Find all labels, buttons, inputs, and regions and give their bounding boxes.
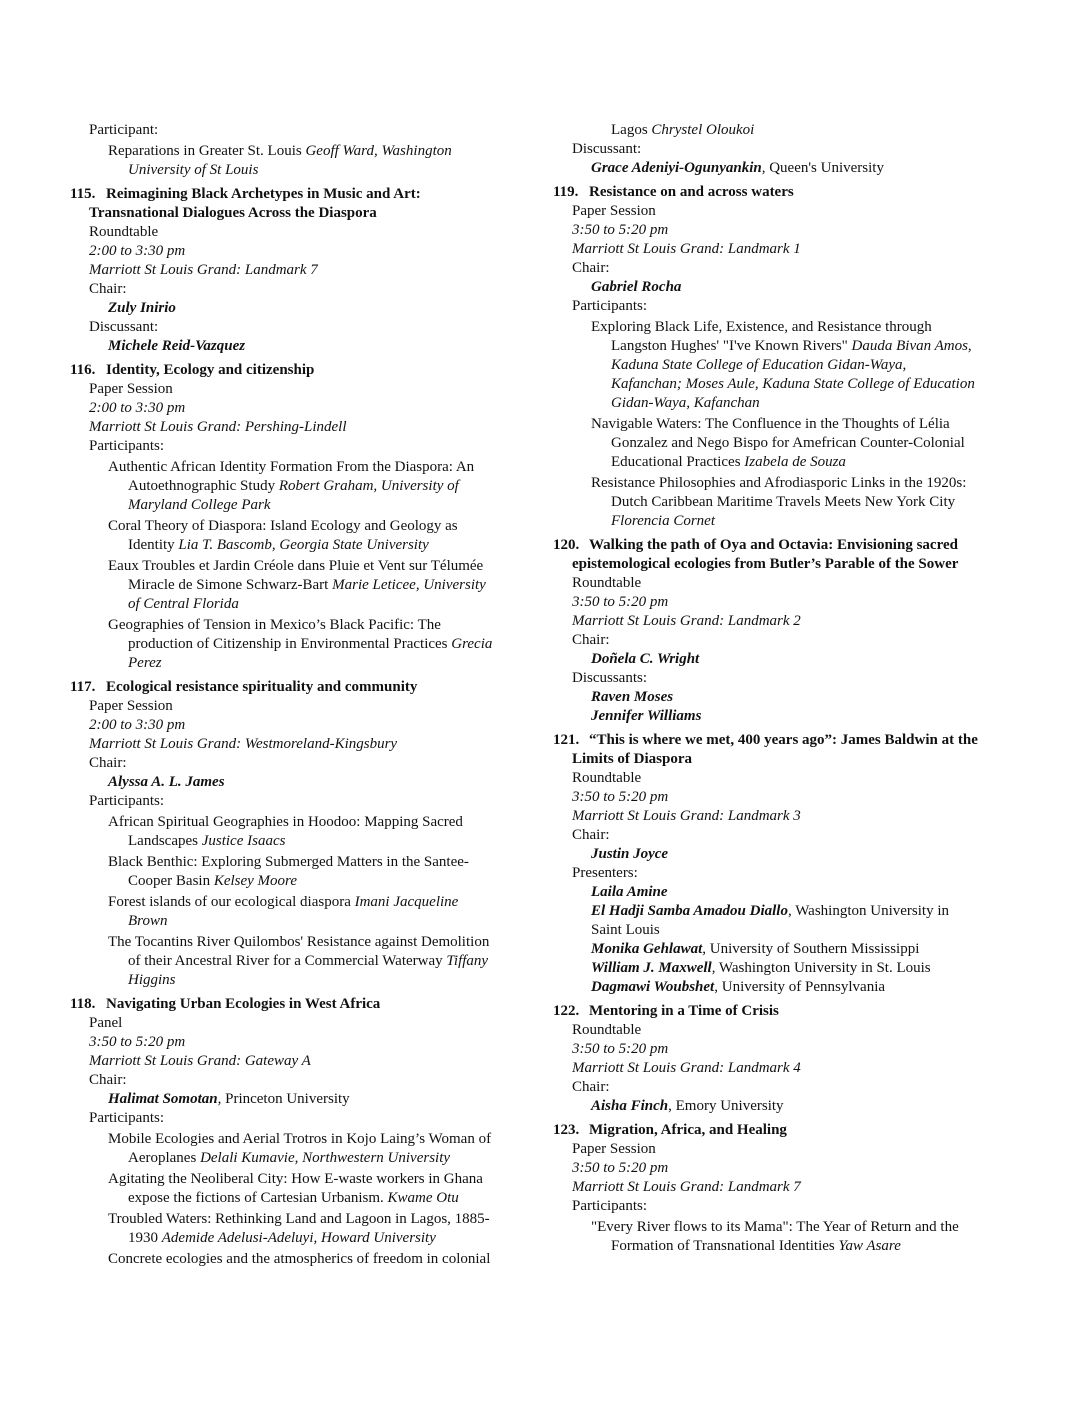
session-time: 3:50 to 5:20 pm xyxy=(89,1034,186,1050)
discussant-label: Discussant: xyxy=(572,141,642,157)
session-115 xyxy=(70,185,540,356)
paper-title: African Spiritual Geographies in Hoodoo: Mapping Sacred xyxy=(108,814,463,830)
paper-author: Ademide Adelusi-Adeluyi, Howard University xyxy=(161,1230,436,1246)
session-title: 120. Walking the path of Oya and Octavia: Envisioning sacred xyxy=(553,537,958,553)
paper-entry: Lagos Chrystel Oloukoi xyxy=(611,122,755,138)
discussant-name: Raven Moses xyxy=(591,689,674,705)
presenter-affiliation: Saint Louis xyxy=(591,922,660,938)
session-119 xyxy=(553,183,1023,531)
session-114-tail xyxy=(70,121,540,180)
session-type: Panel xyxy=(89,1015,123,1031)
session-time: 3:50 to 5:20 pm xyxy=(572,594,669,610)
paper-author: Perez xyxy=(128,655,162,671)
session-type: Paper Session xyxy=(572,203,656,219)
participants-label: Participants: xyxy=(89,1110,164,1126)
paper-author: Kaduna State College of Education Gidan-Waya, xyxy=(611,357,907,373)
paper-author: Kafanchan; Moses Aule, Kaduna State College of Education xyxy=(611,376,975,392)
session-type: Roundtable xyxy=(89,224,159,240)
paper-author: Justice Isaacs xyxy=(201,833,286,849)
paper-entry: African Spiritual Geographies in Hoodoo: Mapping Sacred Landscapes Justice Isaacs xyxy=(70,813,540,851)
paper-entry: "Every River flows to its Mama": The Year of Return and the Formation of Transnational Identities Yaw Asare xyxy=(553,1218,1023,1256)
paper-author: Dauda Bivan Amos, xyxy=(851,338,972,354)
presenter-name: El Hadji Samba Amadou Diallo xyxy=(591,903,788,919)
session-type: Roundtable xyxy=(572,1022,642,1038)
paper-title: Dutch Caribbean Maritime Travels Meets New York City xyxy=(611,494,956,510)
paper-author: Yaw Asare xyxy=(838,1238,901,1254)
presenters-label: Presenters: xyxy=(572,865,638,881)
session-time: 3:50 to 5:20 pm xyxy=(572,222,669,238)
paper-author: University of St Louis xyxy=(128,162,259,178)
paper-title: Mobile Ecologies and Aerial Trotros in Kojo Laing’s Woman of xyxy=(108,1131,492,1147)
participants-label: Participants: xyxy=(572,298,647,314)
session-116 xyxy=(70,361,540,673)
discussant-affiliation: , Queen's University xyxy=(761,160,884,176)
discussant-name: Michele Reid-Vazquez xyxy=(108,338,246,354)
paper-title: Gonzalez and Nego Bispo for Amefrican Counter-Colonial xyxy=(611,435,965,451)
session-title-cont: epistemological ecologies from Butler’s Parable of the Sower xyxy=(572,556,959,572)
paper-author: Chrystel Oloukoi xyxy=(651,122,755,138)
session-title: 122. Mentoring in a Time of Crisis xyxy=(553,1003,779,1019)
chair-name: Justin Joyce xyxy=(591,846,669,862)
paper-entry: Navigable Waters: The Confluence in the Thoughts of Lélia Gonzalez and Nego Bispo for Amefrican Counter-Colonial Educational Practices Izabela de Souza xyxy=(553,415,1023,472)
session-117 xyxy=(70,678,540,990)
presenter-name: Monika Gehlawat xyxy=(591,941,703,957)
paper-author: Lia T. Bascomb, Georgia State University xyxy=(178,537,429,553)
paper-entry: The Tocantins River Quilombos' Resistance against Demolition of their Ancestral River for a Commercial Waterway Tiffany Higgins xyxy=(70,933,540,990)
discussant-name: Jennifer Williams xyxy=(591,708,702,724)
paper-entry xyxy=(553,474,1023,531)
discussants-label: Discussants: xyxy=(572,670,647,686)
chair-label: Chair: xyxy=(89,755,127,771)
session-118 xyxy=(70,995,540,1269)
session-type: Paper Session xyxy=(89,698,173,714)
session-title: 116. Identity, Ecology and citizenship xyxy=(70,362,315,378)
paper-author: Izabela de Souza xyxy=(744,454,846,470)
session-121 xyxy=(553,731,1023,997)
paper-title: Forest islands of our ecological diaspora xyxy=(108,894,355,910)
chair-label: Chair: xyxy=(572,827,610,843)
paper-title: Navigable Waters: The Confluence in the Thoughts of Lélia xyxy=(591,416,950,432)
session-time: 2:00 to 3:30 pm xyxy=(89,717,186,733)
paper-author: Kwame Otu xyxy=(387,1190,459,1206)
session-title: 121. “This is where we met, 400 years ago”: James Baldwin at the xyxy=(553,732,978,748)
paper-title: Reparations in Greater St. Louis xyxy=(108,143,302,159)
paper-entry: Authentic African Identity Formation From the Diaspora: An Autoethnographic Study Robert Graham, University of Maryland College Park xyxy=(70,458,540,515)
paper-title: Geographies of Tension in Mexico’s Black Pacific: The xyxy=(108,617,441,633)
chair-name: Zuly Inirio xyxy=(108,300,176,316)
chair-affiliation: , Emory University xyxy=(668,1098,784,1114)
paper-entry xyxy=(70,1250,540,1269)
session-type: Roundtable xyxy=(572,770,642,786)
paper-author: Maryland College Park xyxy=(128,497,271,513)
chair-name: Alyssa A. L. James xyxy=(108,774,225,790)
session-title-cont: Transnational Dialogues Across the Diaspora xyxy=(89,205,377,221)
paper-entry: Exploring Black Life, Existence, and Resistance through Langston Hughes' "I've Known Rivers" Dauda Bivan Amos, Kaduna State College of Education Gidan-Waya, Kafanchan; Moses Aule, Kaduna State College of Education Gidan-Waya, Kafanchan xyxy=(553,318,1023,413)
left-column xyxy=(70,121,540,1269)
paper-author: Imani Jacqueline xyxy=(354,894,459,910)
chair-name: Halimat Somotan xyxy=(108,1091,218,1107)
chair-label: Chair: xyxy=(572,632,610,648)
session-title-cont: Limits of Diaspora xyxy=(572,751,692,767)
session-room: Marriott St Louis Grand: Landmark 2 xyxy=(572,613,801,629)
paper-title: Agitating the Neoliberal City: How E-waste workers in Ghana xyxy=(108,1171,483,1187)
chair-affiliation: , Princeton University xyxy=(217,1091,350,1107)
paper-author: Marie Leticee, University xyxy=(332,577,486,593)
paper-title: The Tocantins River Quilombos' Resistance against Demolition xyxy=(108,934,490,950)
right-column xyxy=(553,121,1023,1256)
session-room: Marriott St Louis Grand: Landmark 7 xyxy=(572,1179,801,1195)
session-room: Marriott St Louis Grand: Westmoreland-Kingsbury xyxy=(89,736,398,752)
participants-label: Participants: xyxy=(89,438,164,454)
presenter-name: Laila Amine xyxy=(591,884,668,900)
discussant-name: Grace Adeniyi-Ogunyankin xyxy=(591,160,762,176)
session-room: Marriott St Louis Grand: Gateway A xyxy=(89,1053,311,1069)
presenter-affiliation: , Washington University in St. Louis xyxy=(711,960,931,976)
paper-author: Tiffany xyxy=(446,953,489,969)
paper-entry xyxy=(70,142,540,180)
session-room: Marriott St Louis Grand: Landmark 4 xyxy=(572,1060,801,1076)
session-title: 117. Ecological resistance spirituality and community xyxy=(70,679,418,695)
session-title: 123. Migration, Africa, and Healing xyxy=(553,1122,787,1138)
session-type: Roundtable xyxy=(572,575,642,591)
paper-title: Exploring Black Life, Existence, and Resistance through xyxy=(591,319,932,335)
session-time: 2:00 to 3:30 pm xyxy=(89,243,186,259)
session-room: Marriott St Louis Grand: Landmark 7 xyxy=(89,262,318,278)
paper-author: Higgins xyxy=(128,972,176,988)
presenter-affiliation: , University of Pennsylvania xyxy=(714,979,886,995)
paper-author: Gidan-Waya, Kafanchan xyxy=(611,395,760,411)
session-title: 118. Navigating Urban Ecologies in West Africa xyxy=(70,996,381,1012)
chair-name: Gabriel Rocha xyxy=(591,279,682,295)
session-room: Marriott St Louis Grand: Landmark 1 xyxy=(572,241,801,257)
session-title: 119. Resistance on and across waters xyxy=(553,184,794,200)
session-122 xyxy=(553,1002,1023,1116)
paper-entry: Eaux Troubles et Jardin Créole dans Pluie et Vent sur Télumée Miracle de Simone Schwarz-Bart Marie Leticee, University of Central Florida xyxy=(70,557,540,614)
session-time: 3:50 to 5:20 pm xyxy=(572,1160,669,1176)
session-time: 2:00 to 3:30 pm xyxy=(89,400,186,416)
presenter-affiliation: , Washington University in xyxy=(787,903,949,919)
paper-title: "Every River flows to its Mama": The Year of Return and the xyxy=(591,1219,959,1235)
paper-entry xyxy=(70,893,540,931)
paper-author: Kelsey Moore xyxy=(213,873,297,889)
paper-author: Brown xyxy=(128,913,168,929)
session-123 xyxy=(553,1121,1023,1256)
session-time: 3:50 to 5:20 pm xyxy=(572,789,669,805)
paper-author: Florencia Cornet xyxy=(611,513,716,529)
paper-entry: Coral Theory of Diaspora: Island Ecology and Geology as Identity Lia T. Bascomb, Georgia State University xyxy=(70,517,540,555)
paper-author: Robert Graham, University of xyxy=(278,478,459,494)
session-type: Paper Session xyxy=(89,381,173,397)
session-120 xyxy=(553,536,1023,726)
discussant-label: Discussant: xyxy=(89,319,159,335)
paper-title: Concrete ecologies and the atmospherics of freedom in colonial xyxy=(108,1251,491,1267)
paper-author: of Central Florida xyxy=(128,596,239,612)
paper-title: Black Benthic: Exploring Submerged Matters in the Santee- xyxy=(108,854,469,870)
paper-title: Authentic African Identity Formation From the Diaspora: An xyxy=(108,459,475,475)
chair-name: Doñela C. Wright xyxy=(591,651,700,667)
presenter-affiliation: , University of Southern Mississippi xyxy=(702,941,920,957)
session-room: Marriott St Louis Grand: Pershing-Lindell xyxy=(89,419,347,435)
paper-author: Delali Kumavie, Northwestern University xyxy=(200,1150,451,1166)
paper-author: Geoff Ward, Washington xyxy=(305,143,452,159)
session-room: Marriott St Louis Grand: Landmark 3 xyxy=(572,808,801,824)
chair-label: Chair: xyxy=(89,281,127,297)
participants-label: Participant: xyxy=(89,122,159,138)
paper-entry: Agitating the Neoliberal City: How E-waste workers in Ghana expose the fictions of Cartesian Urbanism. Kwame Otu xyxy=(70,1170,540,1208)
paper-author: Grecia xyxy=(451,636,493,652)
chair-label: Chair: xyxy=(89,1072,127,1088)
participants-label: Participants: xyxy=(572,1198,647,1214)
session-time: 3:50 to 5:20 pm xyxy=(572,1041,669,1057)
paper-title: Troubled Waters: Rethinking Land and Lagoon in Lagos, 1885- xyxy=(108,1211,490,1227)
participants-label: Participants: xyxy=(89,793,164,809)
presenter-name: William J. Maxwell xyxy=(591,960,712,976)
chair-label: Chair: xyxy=(572,260,610,276)
paper-title: Coral Theory of Diaspora: Island Ecology and Geology as xyxy=(108,518,458,534)
paper-entry: Mobile Ecologies and Aerial Trotros in Kojo Laing’s Woman of Aeroplanes Delali Kumavie, Northwestern University xyxy=(70,1130,540,1168)
paper-entry: Black Benthic: Exploring Submerged Matters in the Santee- Cooper Basin Kelsey Moore xyxy=(70,853,540,891)
presenter-name: Dagmawi Woubshet xyxy=(591,979,715,995)
session-title: 115. Reimagining Black Archetypes in Music and Art: xyxy=(70,186,421,202)
chair-label: Chair: xyxy=(572,1079,610,1095)
paper-title: Eaux Troubles et Jardin Créole dans Pluie et Vent sur Télumée xyxy=(108,558,484,574)
session-type: Paper Session xyxy=(572,1141,656,1157)
paper-entry: Geographies of Tension in Mexico’s Black Pacific: The production of Citizenship in Environmental Practices Grecia Perez xyxy=(70,616,540,673)
chair-name: Aisha Finch xyxy=(591,1098,669,1114)
session-118-cont xyxy=(553,121,1023,178)
paper-entry: Troubled Waters: Rethinking Land and Lagoon in Lagos, 1885- 1930 Ademide Adelusi-Adeluyi, Howard University xyxy=(70,1210,540,1248)
paper-title: Resistance Philosophies and Afrodiasporic Links in the 1920s: xyxy=(591,475,967,491)
